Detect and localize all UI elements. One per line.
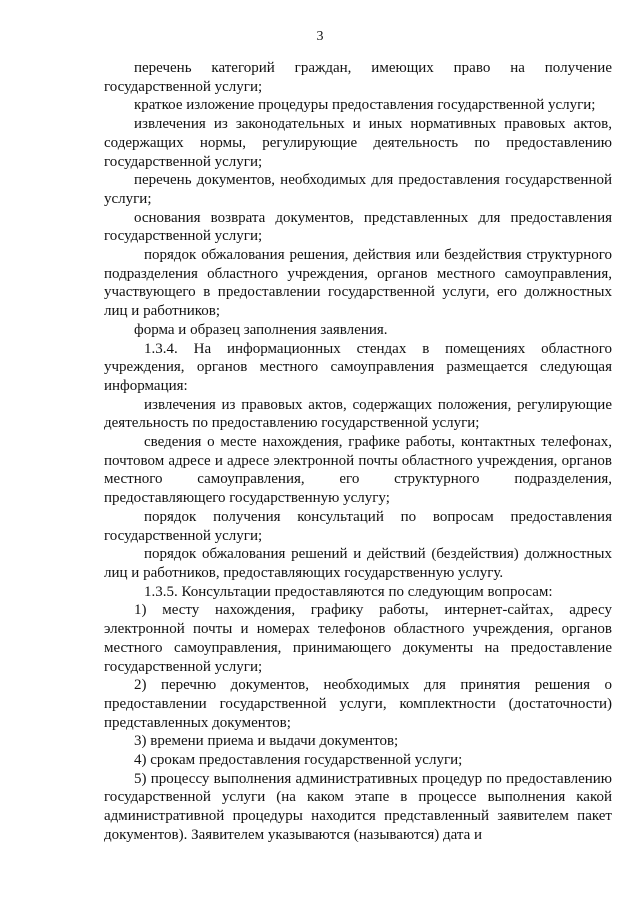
- paragraph: основания возврата документов, представленных для предоставления государственной услуги;: [104, 209, 612, 245]
- page-number: 3: [316, 29, 324, 44]
- list-item: 5) процессу выполнения административных процедур по предоставлению государственной услуги (на каком этапе в процессе выполнения какой административной процедуры находится представленный заявителем пакет документов). Заявителем указываются (называются) дата и: [104, 770, 612, 843]
- section-paragraph-1-3-4: 1.3.4. На информационных стендах в помещениях областного учреждения, органов местного самоуправления размещается следующая информация:: [104, 340, 612, 394]
- paragraph: извлечения из правовых актов, содержащих положения, регулирующие деятельность по предоставлению государственной услуги;: [104, 396, 612, 432]
- paragraph: порядок обжалования решения, действия или бездействия структурного подразделения областного учреждения, органов местного самоуправления, участвующего в предоставлении государственной услуги, его должностных лиц и работников;: [104, 247, 612, 320]
- list-item: 4) срокам предоставления государственной услуги;: [134, 752, 463, 769]
- paragraph: перечень документов, необходимых для предоставления государственной услуги;: [104, 172, 612, 207]
- list-item: 1) месту нахождения, графику работы, интернет-сайтах, адресу электронной почты и номерах телефонов областного учреждения, органов местного самоуправления, принимающего документы на предоставление государственной услуги;: [104, 602, 612, 675]
- section-paragraph-1-3-5: 1.3.5. Консультации предоставляются по следующим вопросам:: [144, 583, 553, 600]
- paragraph: извлечения из законодательных и иных нормативных правовых актов, содержащих нормы, регулирующие деятельность по предоставлению государственной услуги;: [104, 116, 612, 170]
- paragraph: форма и образец заполнения заявления.: [134, 321, 388, 338]
- paragraph: порядок получения консультаций по вопросам предоставления государственной услуги;: [104, 508, 612, 544]
- list-item: 2) перечню документов, необходимых для принятия решения о предоставлении государственной услуги, комплектности (достаточности) представленных документов;: [104, 677, 612, 731]
- paragraph: краткое изложение процедуры предоставления государственной услуги;: [134, 97, 596, 114]
- list-item: 3) времени приема и выдачи документов;: [134, 733, 399, 750]
- paragraph: сведения о месте нахождения, графике работы, контактных телефонах, почтовом адресе и адресе электронной почты областного учреждения, органов местного самоуправления, его структурного подразделения, предоставляющего государственную услугу;: [104, 434, 612, 507]
- paragraph: порядок обжалования решений и действий (бездействия) должностных лиц и работников, предоставляющих государственную услугу.: [104, 546, 612, 581]
- document-body: [104, 59, 612, 845]
- paragraph: перечень категорий граждан, имеющих право на получение государственной услуги;: [104, 60, 612, 95]
